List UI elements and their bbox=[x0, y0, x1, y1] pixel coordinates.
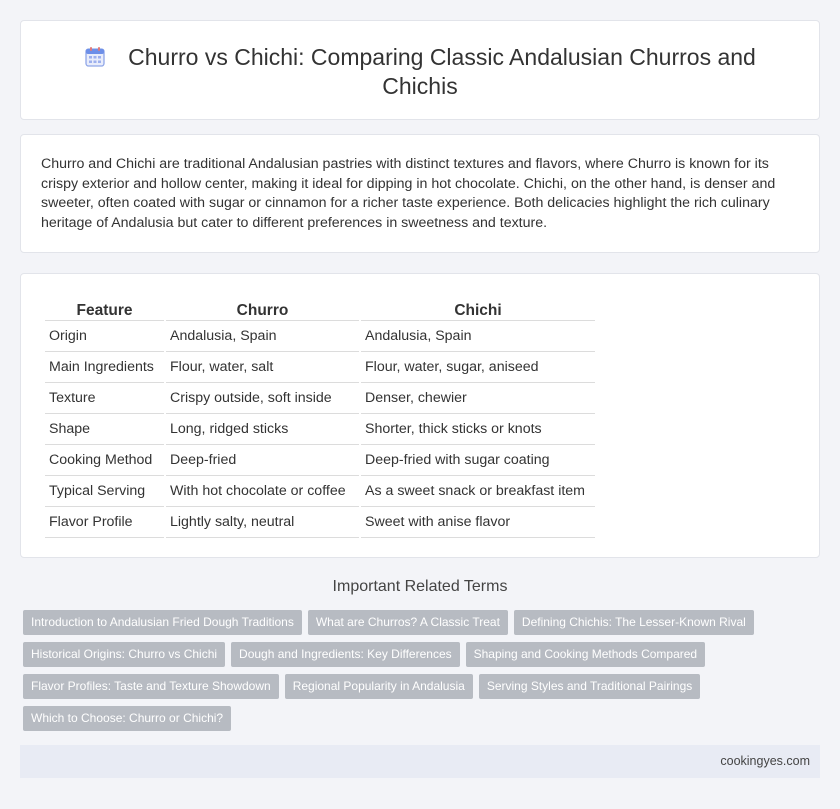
related-tag[interactable]: Dough and Ingredients: Key Differences bbox=[231, 642, 460, 667]
cell-feature: Cooking Method bbox=[45, 445, 164, 476]
table-row bbox=[45, 476, 595, 507]
related-tag[interactable]: Flavor Profiles: Taste and Texture Showdown bbox=[23, 674, 279, 699]
cell-chichi: Sweet with anise flavor bbox=[361, 507, 595, 538]
cell-chichi: Shorter, thick sticks or knots bbox=[361, 414, 595, 445]
cell-feature: Texture bbox=[45, 383, 164, 414]
related-tag[interactable]: Historical Origins: Churro vs Chichi bbox=[23, 642, 225, 667]
page-title-wrap bbox=[71, 43, 769, 101]
footer-site-link[interactable]: cookingyes.com bbox=[720, 754, 810, 768]
related-tag[interactable]: Introduction to Andalusian Fried Dough Traditions bbox=[23, 610, 302, 635]
header-card bbox=[20, 20, 820, 120]
intro-paragraph: Churro and Chichi are traditional Andalusian pastries with distinct textures and flavors, where Churro is known for its crispy exterior and hollow center, making it ideal for dipping in hot chocolate. Chichi, on the other hand, is denser and sweeter, often coated with sugar or cinnamon for a richer taste experience. Both delicacies highlight the rich culinary heritage of Andalusia but cater to different preferences in sweetness and texture. bbox=[41, 156, 776, 231]
related-tag[interactable]: Defining Chichis: The Lesser-Known Rival bbox=[514, 610, 754, 635]
cell-churro: Deep-fried bbox=[166, 445, 359, 476]
comparison-card bbox=[20, 273, 820, 558]
cell-feature: Shape bbox=[45, 414, 164, 445]
cell-chichi: Flour, water, sugar, aniseed bbox=[361, 352, 595, 383]
intro-card bbox=[20, 134, 820, 253]
cell-churro: Crispy outside, soft inside bbox=[166, 383, 359, 414]
table-row bbox=[45, 352, 595, 383]
footer bbox=[20, 745, 820, 778]
header-chichi: Chichi bbox=[361, 294, 595, 321]
related-tag[interactable]: What are Churros? A Classic Treat bbox=[308, 610, 508, 635]
cell-churro: Andalusia, Spain bbox=[166, 321, 359, 352]
table-row bbox=[45, 414, 595, 445]
page-title: Churro vs Chichi: Comparing Classic Andalusian Churros and Chichis bbox=[128, 44, 756, 99]
related-tag[interactable]: Serving Styles and Traditional Pairings bbox=[479, 674, 700, 699]
cell-feature: Origin bbox=[45, 321, 164, 352]
cell-chichi: Denser, chewier bbox=[361, 383, 595, 414]
cell-churro: Lightly salty, neutral bbox=[166, 507, 359, 538]
related-terms-title: Important Related Terms bbox=[332, 578, 508, 595]
cell-feature: Main Ingredients bbox=[45, 352, 164, 383]
related-tag[interactable]: Shaping and Cooking Methods Compared bbox=[466, 642, 705, 667]
cell-chichi: Deep-fried with sugar coating bbox=[361, 445, 595, 476]
calendar-icon bbox=[84, 46, 106, 68]
table-row bbox=[45, 445, 595, 476]
cell-churro: With hot chocolate or coffee bbox=[166, 476, 359, 507]
cell-churro: Long, ridged sticks bbox=[166, 414, 359, 445]
header-feature: Feature bbox=[45, 294, 164, 321]
table-row bbox=[45, 383, 595, 414]
cell-chichi: As a sweet snack or breakfast item bbox=[361, 476, 595, 507]
cell-churro: Flour, water, salt bbox=[166, 352, 359, 383]
related-tag[interactable]: Which to Choose: Churro or Chichi? bbox=[23, 706, 231, 731]
cell-feature: Flavor Profile bbox=[45, 507, 164, 538]
table-header-row bbox=[45, 294, 595, 321]
related-tags bbox=[23, 610, 783, 738]
cell-feature: Typical Serving bbox=[45, 476, 164, 507]
comparison-table bbox=[43, 294, 597, 538]
table-row bbox=[45, 507, 595, 538]
table-row bbox=[45, 321, 595, 352]
header-churro: Churro bbox=[166, 294, 359, 321]
cell-chichi: Andalusia, Spain bbox=[361, 321, 595, 352]
related-tag[interactable]: Regional Popularity in Andalusia bbox=[285, 674, 473, 699]
